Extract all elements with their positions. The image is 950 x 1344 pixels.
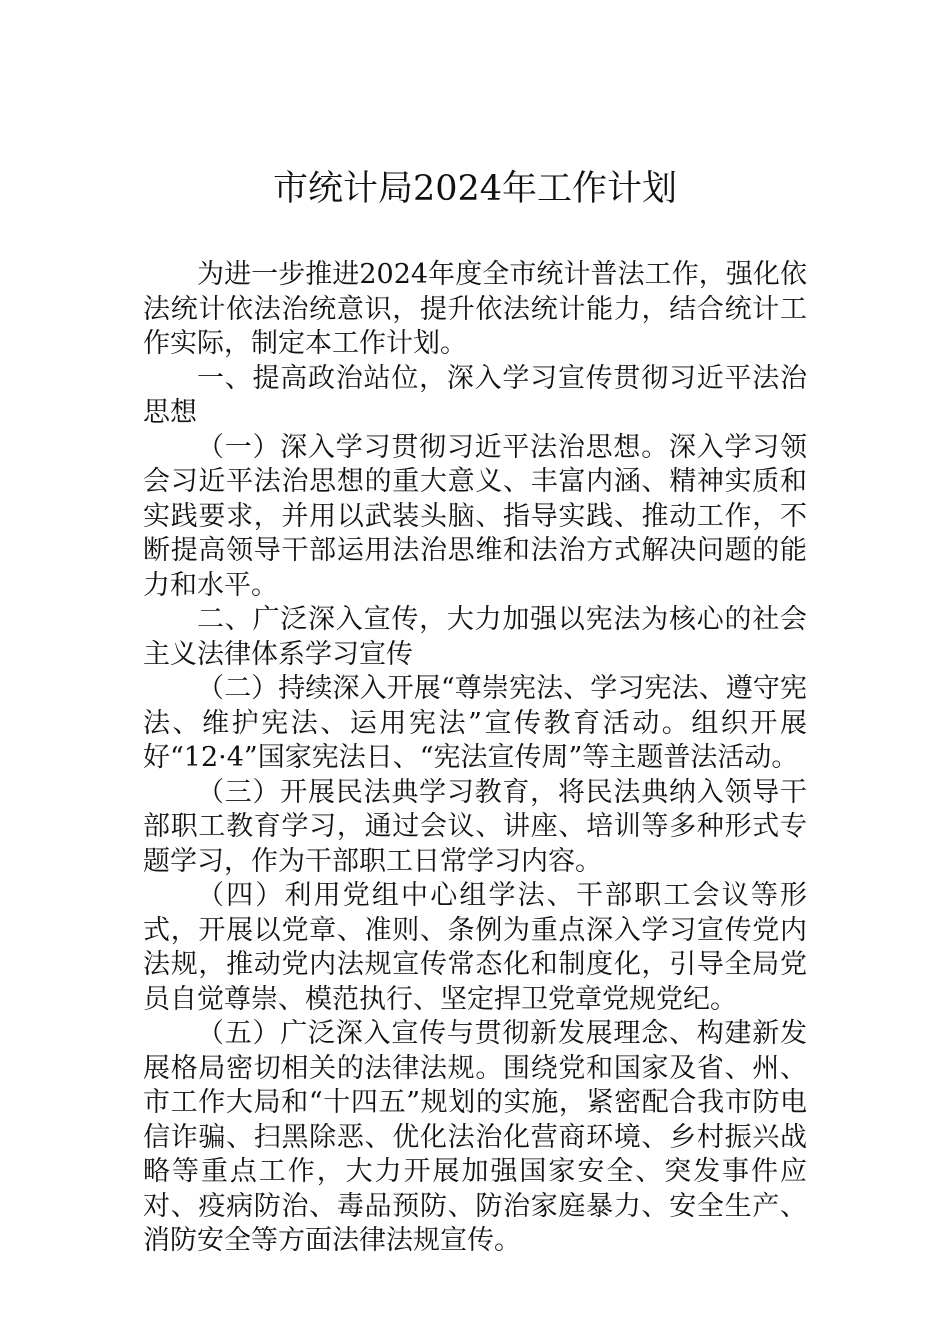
document-body [143, 258, 807, 1259]
section-heading-1: 一、提高政治站位，深入学习宣传贯彻习近平法治思想 [143, 362, 807, 428]
document-title: 市统计局2024年工作计划 [272, 169, 678, 209]
item-paragraph-1: （一）深入学习贯彻习近平法治思想。深入学习领会习近平法治思想的重大意义、丰富内涵、精神实质和实践要求，并用以武装头脑、指导实践、推动工作，不断提高领导干部运用法治思维和法治方式解决问题的能力和水平。 [143, 431, 807, 601]
item-paragraph-3: （三）开展民法典学习教育，将民法典纳入领导干部职工教育学习，通过会议、讲座、培训等多种形式专题学习，作为干部职工日常学习内容。 [143, 776, 807, 877]
item-paragraph-5: （五）广泛深入宣传与贯彻新发展理念、构建新发展格局密切相关的法律法规。围绕党和国家及省、州、市工作大局和“十四五”规划的实施，紧密配合我市防电信诈骗、扫黑除恶、优化法治化营商环境、乡村振兴战略等重点工作，大力开展加强国家安全、突发事件应对、疫病防治、毒品预防、防治家庭暴力、安全生产、消防安全等方面法律法规宣传。 [143, 1018, 807, 1256]
section-heading-2: 二、广泛深入宣传，大力加强以宪法为核心的社会主义法律体系学习宣传 [143, 604, 807, 670]
item-paragraph-4: （四）利用党组中心组学法、干部职工会议等形式，开展以党章、准则、条例为重点深入学习宣传党内法规，推动党内法规宣传常态化和制度化，引导全局党员自觉尊崇、模范执行、坚定捍卫党章党规党纪。 [143, 880, 807, 1015]
item-paragraph-2: （二）持续深入开展“尊崇宪法、学习宪法、遵守宪法、维护宪法、运用宪法”宣传教育活动。组织开展好“12·4”国家宪法日、“宪法宣传周”等主题普法活动。 [143, 673, 807, 773]
intro-paragraph: 为进一步推进2024年度全市统计普法工作，强化依法统计依法治统意识，提升依法统计能力，结合统计工作实际，制定本工作计划。 [143, 259, 807, 359]
